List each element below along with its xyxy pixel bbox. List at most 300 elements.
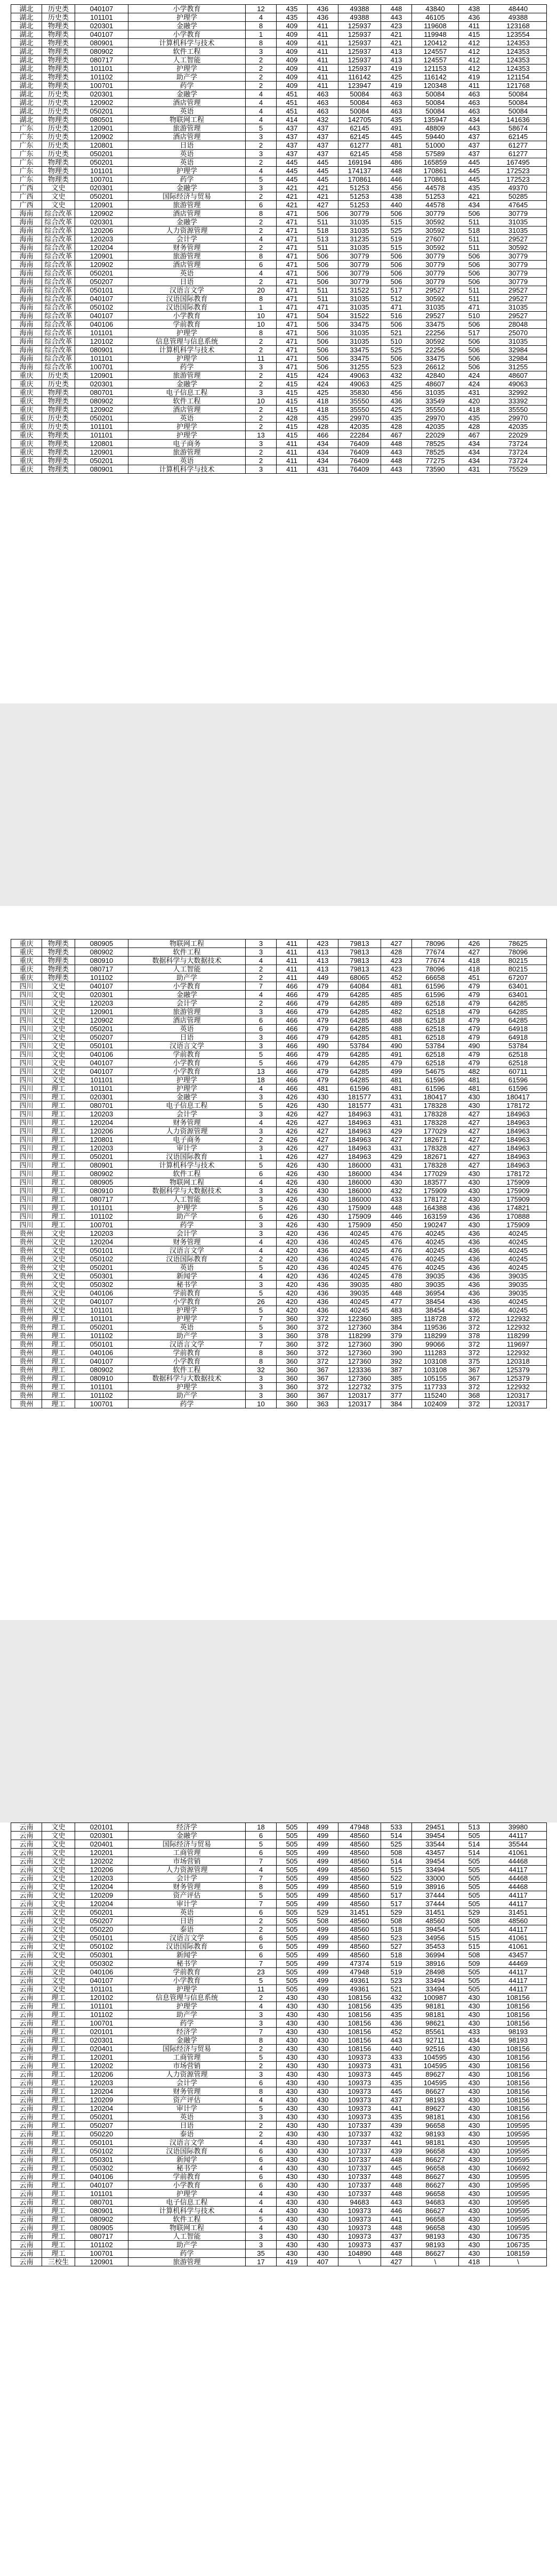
table-cell: 31035 <box>490 226 547 235</box>
table-cell: 020301 <box>75 1832 128 1840</box>
table-cell: 421 <box>381 30 412 39</box>
table-cell: 437 <box>308 150 338 158</box>
table-cell: 430 <box>459 2181 490 2190</box>
table-cell: 431 <box>308 465 338 474</box>
table-cell: 181577 <box>338 1101 381 1110</box>
table-cell: 39035 <box>338 1289 381 1298</box>
table-cell: 6 <box>246 201 277 209</box>
table-cell: 40245 <box>338 1306 381 1315</box>
table-cell: 物理类 <box>42 73 75 82</box>
table-cell: 184963 <box>338 1136 381 1144</box>
table-cell: 101101 <box>75 1306 128 1315</box>
table-cell: 490 <box>459 1042 490 1050</box>
table-cell: 050201 <box>75 192 128 201</box>
table-cell: 2 <box>246 64 277 73</box>
table-cell: 106692 <box>490 2164 547 2173</box>
table-cell: 440 <box>381 201 412 209</box>
table-cell: 516 <box>381 312 412 320</box>
table-cell: 33544 <box>412 1840 459 1849</box>
table-cell: 471 <box>277 278 308 286</box>
table-cell: 31035 <box>338 295 381 303</box>
table-cell: 505 <box>277 1985 308 1994</box>
table-cell: 427 <box>459 1127 490 1136</box>
table-cell: 4 <box>246 2164 277 2173</box>
table-cell: 050201 <box>75 2113 128 2121</box>
table-row <box>11 1823 547 1832</box>
table-cell: 2 <box>246 2130 277 2138</box>
table-row <box>11 2036 547 2045</box>
table-cell: 7 <box>246 1874 277 1883</box>
table-cell: 020301 <box>75 184 128 192</box>
table-cell: 云南 <box>11 1959 42 1968</box>
table-cell: 40245 <box>338 1272 381 1281</box>
table-cell: 182671 <box>412 1153 459 1161</box>
table-cell: 云南 <box>11 1985 42 1994</box>
table-cell: 31451 <box>338 1908 381 1917</box>
table-cell: 贵州 <box>11 1332 42 1340</box>
table-cell: 理工 <box>42 1315 75 1323</box>
table-cell: 51000 <box>412 141 459 150</box>
table-cell: 125937 <box>338 22 381 30</box>
table-cell: 430 <box>277 2173 308 2181</box>
table-cell: 050101 <box>75 1042 128 1050</box>
table-cell: 44468 <box>490 1857 547 1866</box>
table-row <box>11 465 547 474</box>
table-cell: 3 <box>246 2011 277 2019</box>
table-cell: 517 <box>381 1891 412 1900</box>
table-cell: 40245 <box>412 1255 459 1263</box>
table-row <box>11 1925 547 1934</box>
table-cell: 四川 <box>11 1042 42 1050</box>
table-cell: 30779 <box>490 252 547 261</box>
table-cell: 61596 <box>490 1084 547 1093</box>
table-cell: 385 <box>381 1315 412 1323</box>
table-cell: 文史 <box>42 1289 75 1298</box>
table-cell: 184963 <box>338 1127 381 1136</box>
table-cell: 505 <box>277 1891 308 1900</box>
table-row <box>11 1067 547 1076</box>
table-cell: 31035 <box>490 218 547 226</box>
table-page-2 <box>0 906 557 1620</box>
table-page-3 <box>0 1822 557 2576</box>
table-cell: 125937 <box>338 64 381 73</box>
table-cell: 420 <box>277 1255 308 1263</box>
table-cell: 430 <box>308 2130 338 2138</box>
table-cell: 525 <box>381 1840 412 1849</box>
table-cell: 430 <box>308 1187 338 1195</box>
table-cell: 小学教育 <box>128 2181 246 2190</box>
table-cell: 40245 <box>490 1306 547 1315</box>
table-cell: 443 <box>381 13 412 22</box>
table-cell: 4 <box>246 1178 277 1187</box>
table-cell: 物理类 <box>42 448 75 457</box>
table-cell: 8 <box>246 22 277 30</box>
table-cell: 426 <box>277 1161 308 1170</box>
table-cell: 471 <box>277 269 308 278</box>
table-cell: 四川 <box>11 1212 42 1221</box>
table-cell: 180417 <box>412 1093 459 1101</box>
table-cell: 117733 <box>412 1383 459 1391</box>
table-cell: 金融学 <box>128 218 246 226</box>
table-cell: 理工 <box>42 1144 75 1153</box>
table-cell: 8 <box>246 1349 277 1357</box>
table-cell: 英语 <box>128 158 246 167</box>
table-cell: 426 <box>277 1136 308 1144</box>
table-cell: 186000 <box>338 1195 381 1204</box>
table-cell: 434 <box>308 457 338 465</box>
table-cell: 120318 <box>490 1357 547 1366</box>
table-cell: 新闻学 <box>128 2156 246 2164</box>
table-cell: 430 <box>308 1195 338 1204</box>
table-cell: 430 <box>459 1101 490 1110</box>
table-cell: 护理学 <box>128 423 246 431</box>
table-cell: 理工 <box>42 1093 75 1101</box>
table-cell: 478 <box>381 1272 412 1281</box>
table-cell: 124557 <box>412 47 459 56</box>
table-cell: 汉语言文学 <box>128 1340 246 1349</box>
table-cell: 481 <box>459 1076 490 1084</box>
table-cell: 435 <box>459 414 490 423</box>
table-cell: 31035 <box>490 303 547 312</box>
table-cell: 506 <box>308 363 338 371</box>
table-cell: 050101 <box>75 1246 128 1255</box>
table-cell: 4 <box>246 1238 277 1246</box>
table-cell: 430 <box>459 2207 490 2215</box>
table-cell: 98181 <box>412 2011 459 2019</box>
table-row <box>11 209 547 218</box>
table-cell: 050201 <box>75 414 128 423</box>
table-cell: 78625 <box>490 939 547 948</box>
table-cell: 482 <box>381 1008 412 1016</box>
table-cell: 30779 <box>490 269 547 278</box>
table-cell: 050201 <box>75 269 128 278</box>
table-cell: 49370 <box>490 184 547 192</box>
table-cell: 文史 <box>42 1059 75 1067</box>
table-cell: 184963 <box>490 1119 547 1127</box>
table-cell: 物理类 <box>42 397 75 406</box>
table-cell: 426 <box>277 1212 308 1221</box>
table-cell: 助产学 <box>128 2011 246 2019</box>
table-cell: 信息管理与信息系统 <box>128 337 246 346</box>
table-cell: 29527 <box>490 312 547 320</box>
table-cell: 文史 <box>42 1959 75 1968</box>
table-cell: 云南 <box>11 1934 42 1942</box>
table-cell: 小学教育 <box>128 1976 246 1985</box>
table-cell: 430 <box>277 2249 308 2258</box>
table-cell: 64285 <box>338 1025 381 1033</box>
table-cell: 430 <box>459 2138 490 2147</box>
table-cell: 430 <box>308 2181 338 2190</box>
table-cell: 519 <box>381 235 412 244</box>
table-cell: 430 <box>277 2198 308 2207</box>
table-row <box>11 1050 547 1059</box>
table-cell: 文史 <box>42 1042 75 1050</box>
table-cell: 118299 <box>412 1332 459 1340</box>
table-page-1 <box>0 0 557 703</box>
table-row <box>11 1374 547 1383</box>
table-cell: 历史类 <box>42 99 75 107</box>
table-cell: 522 <box>381 1874 412 1883</box>
table-cell: 109373 <box>338 2070 381 2079</box>
table-cell: 120206 <box>75 1127 128 1136</box>
table-cell: 184963 <box>338 1153 381 1161</box>
table-cell: 430 <box>459 2130 490 2138</box>
table-cell: 学前教育 <box>128 1050 246 1059</box>
table-cell: 510 <box>381 337 412 346</box>
table-cell: 178328 <box>412 1101 459 1110</box>
admission-table-1 <box>11 4 547 474</box>
table-cell: 助产学 <box>128 1391 246 1400</box>
table-cell: 33475 <box>338 346 381 354</box>
table-cell: 184963 <box>490 1136 547 1144</box>
table-cell: 62518 <box>412 1059 459 1067</box>
table-cell: 2 <box>246 999 277 1008</box>
table-row <box>11 329 547 337</box>
table-cell: 109373 <box>338 2113 381 2121</box>
table-cell: 427 <box>381 1136 412 1144</box>
table-cell: 407 <box>308 2258 338 2266</box>
table-cell: 3 <box>246 1383 277 1391</box>
table-cell: 50285 <box>490 192 547 201</box>
table-cell: 2 <box>246 371 277 380</box>
table-cell: 430 <box>459 2198 490 2207</box>
table-cell: 云南 <box>11 2079 42 2087</box>
table-cell: 479 <box>459 1025 490 1033</box>
table-cell: 164388 <box>412 1204 459 1212</box>
table-cell: 458 <box>381 150 412 158</box>
table-row <box>11 1101 547 1110</box>
table-cell: 125937 <box>338 56 381 64</box>
table-cell: 471 <box>277 329 308 337</box>
table-cell: 综合改革 <box>42 346 75 354</box>
table-cell: 理工 <box>42 2053 75 2062</box>
table-cell: 学前教育 <box>128 1289 246 1298</box>
table-cell: 020301 <box>75 90 128 99</box>
table-row <box>11 2028 547 2036</box>
table-cell: 8 <box>246 209 277 218</box>
table-cell: 3 <box>246 1127 277 1136</box>
table-cell: 122932 <box>490 1323 547 1332</box>
table-cell: 40245 <box>338 1263 381 1272</box>
table-cell: 040106 <box>75 1289 128 1298</box>
table-cell: 理工 <box>42 2130 75 2138</box>
table-cell: 文史 <box>42 1925 75 1934</box>
table-cell: 108156 <box>338 2002 381 2011</box>
table-row <box>11 107 547 116</box>
table-cell: 药学 <box>128 363 246 371</box>
table-cell: 3 <box>246 1187 277 1195</box>
table-cell: 411 <box>277 440 308 448</box>
table-cell: 511 <box>308 295 338 303</box>
table-cell: 综合改革 <box>42 269 75 278</box>
table-cell: 481 <box>381 141 412 150</box>
table-cell: 360 <box>277 1323 308 1332</box>
table-cell: 36954 <box>412 1289 459 1298</box>
table-cell: 51253 <box>338 192 381 201</box>
table-cell: 英语 <box>128 2113 246 2121</box>
table-row <box>11 73 547 82</box>
table-cell: 理工 <box>42 2164 75 2173</box>
table-cell: 4 <box>246 99 277 107</box>
table-cell: 四川 <box>11 1110 42 1119</box>
table-cell: 汉语言文学 <box>128 1042 246 1050</box>
table-row <box>11 116 547 124</box>
table-cell: 文史 <box>42 1917 75 1925</box>
table-row <box>11 457 547 465</box>
table-cell: 175909 <box>490 1221 547 1229</box>
table-cell: 96658 <box>412 2147 459 2156</box>
table-cell: 430 <box>459 2215 490 2224</box>
table-cell: 080717 <box>75 2232 128 2241</box>
table-cell: 理工 <box>42 2138 75 2147</box>
table-cell: 430 <box>459 2249 490 2258</box>
table-cell: 040107 <box>75 1976 128 1985</box>
table-cell: 430 <box>277 2087 308 2096</box>
table-cell: 30779 <box>412 261 459 269</box>
table-cell: 050201 <box>75 158 128 167</box>
table-cell: 40245 <box>490 1229 547 1238</box>
table-cell: 80215 <box>490 965 547 974</box>
table-cell: 510 <box>459 312 490 320</box>
table-cell: 理工 <box>42 1170 75 1178</box>
table-cell: 8 <box>246 2087 277 2096</box>
table-cell: 170861 <box>412 175 459 184</box>
table-cell: 443 <box>381 2036 412 2045</box>
table-cell: 430 <box>459 1178 490 1187</box>
table-cell: 49361 <box>338 1976 381 1985</box>
table-cell: 430 <box>308 2215 338 2224</box>
table-cell: 电子信息工程 <box>128 2198 246 2207</box>
table-cell: 云南 <box>11 2232 42 2241</box>
table-cell: 98181 <box>412 2113 459 2121</box>
table-cell: 467 <box>381 431 412 440</box>
table-cell: 综合改革 <box>42 320 75 329</box>
table-cell: 湖北 <box>11 22 42 30</box>
table-cell: 109373 <box>338 2224 381 2232</box>
table-cell: 451 <box>459 974 490 982</box>
table-cell: 120209 <box>75 2096 128 2104</box>
table-cell: 511 <box>459 286 490 295</box>
table-cell: 98621 <box>412 2019 459 2028</box>
table-cell: 38454 <box>412 1298 459 1306</box>
table-cell: 40245 <box>338 1298 381 1306</box>
table-cell: 430 <box>277 2036 308 2045</box>
table-cell: 456 <box>381 388 412 397</box>
table-cell: 409 <box>277 30 308 39</box>
table-cell: 040106 <box>75 320 128 329</box>
table-cell: 427 <box>459 1136 490 1144</box>
table-cell: 资产评估 <box>128 2096 246 2104</box>
table-cell: 421 <box>308 192 338 201</box>
table-cell: 430 <box>308 2045 338 2053</box>
table-cell: 108156 <box>490 2019 547 2028</box>
table-cell: 050201 <box>75 1153 128 1161</box>
table-cell: 105155 <box>412 1374 459 1383</box>
table-cell: 51253 <box>338 201 381 209</box>
table-cell: 日语 <box>128 278 246 286</box>
table-cell: 6 <box>246 1942 277 1951</box>
table-cell: 109595 <box>490 2207 547 2215</box>
table-cell: 44117 <box>490 1985 547 1994</box>
table-row <box>11 2224 547 2232</box>
table-cell: 177029 <box>412 1170 459 1178</box>
table-cell: 3 <box>246 1391 277 1400</box>
table-cell: 449 <box>308 974 338 982</box>
table-cell: 海南 <box>11 269 42 278</box>
table-cell: 424 <box>459 371 490 380</box>
table-cell: 506 <box>308 278 338 286</box>
table-cell: 文史 <box>42 982 75 991</box>
table-cell: 175909 <box>490 1178 547 1187</box>
table-cell: 3 <box>246 363 277 371</box>
table-cell: 499 <box>308 1832 338 1840</box>
table-row <box>11 133 547 141</box>
table-cell: 8 <box>246 1883 277 1891</box>
table-cell: 文史 <box>42 1942 75 1951</box>
table-cell: 385 <box>381 1374 412 1383</box>
table-cell: 421 <box>277 192 308 201</box>
table-cell: 451 <box>277 99 308 107</box>
table-cell: 430 <box>459 2113 490 2121</box>
table-cell: 116142 <box>338 73 381 82</box>
table-cell: 499 <box>308 1951 338 1959</box>
table-cell: 411 <box>277 448 308 457</box>
table-cell: 综合改革 <box>42 329 75 337</box>
table-cell: 云南 <box>11 2045 42 2053</box>
table-cell: 海南 <box>11 295 42 303</box>
table-cell: 金融学 <box>128 991 246 999</box>
table-cell: 历史类 <box>42 380 75 388</box>
table-cell: 贵州 <box>11 1255 42 1263</box>
table-cell: 64285 <box>338 1016 381 1025</box>
table-cell: 35550 <box>490 406 547 414</box>
table-cell: 文史 <box>42 1306 75 1315</box>
table-cell: 财务管理 <box>128 1883 246 1891</box>
table-cell: 云南 <box>11 2181 42 2190</box>
table-row <box>11 999 547 1008</box>
table-cell: 430 <box>459 2241 490 2249</box>
table-cell: 109595 <box>490 2215 547 2224</box>
table-cell: 124353 <box>490 56 547 64</box>
table-cell: 理工 <box>42 2087 75 2096</box>
table-cell: 云南 <box>11 1832 42 1840</box>
table-cell: 120203 <box>75 999 128 1008</box>
table-cell: 30779 <box>338 278 381 286</box>
table-row <box>11 30 547 39</box>
table-cell: 48809 <box>412 124 459 133</box>
table-cell: 贵州 <box>11 1323 42 1332</box>
table-cell: 411 <box>308 39 338 47</box>
table-cell: 430 <box>308 2147 338 2156</box>
table-cell: 434 <box>308 448 338 457</box>
table-cell: 海南 <box>11 235 42 244</box>
table-cell: 46105 <box>412 13 459 22</box>
table-cell: 441 <box>381 2215 412 2224</box>
table-cell: 418 <box>459 2258 490 2266</box>
table-cell: 414 <box>277 116 308 124</box>
table-cell: 海南 <box>11 286 42 295</box>
table-cell: 505 <box>277 1942 308 1951</box>
table-row <box>11 1383 547 1391</box>
table-row <box>11 1340 547 1349</box>
table-cell: 云南 <box>11 1900 42 1908</box>
table-cell: 523 <box>381 1934 412 1942</box>
table-row <box>11 1298 547 1306</box>
table-cell: 476 <box>381 1255 412 1263</box>
table-cell: 理工 <box>42 2181 75 2190</box>
table-cell: 429 <box>381 1153 412 1161</box>
table-cell: 文史 <box>42 1281 75 1289</box>
